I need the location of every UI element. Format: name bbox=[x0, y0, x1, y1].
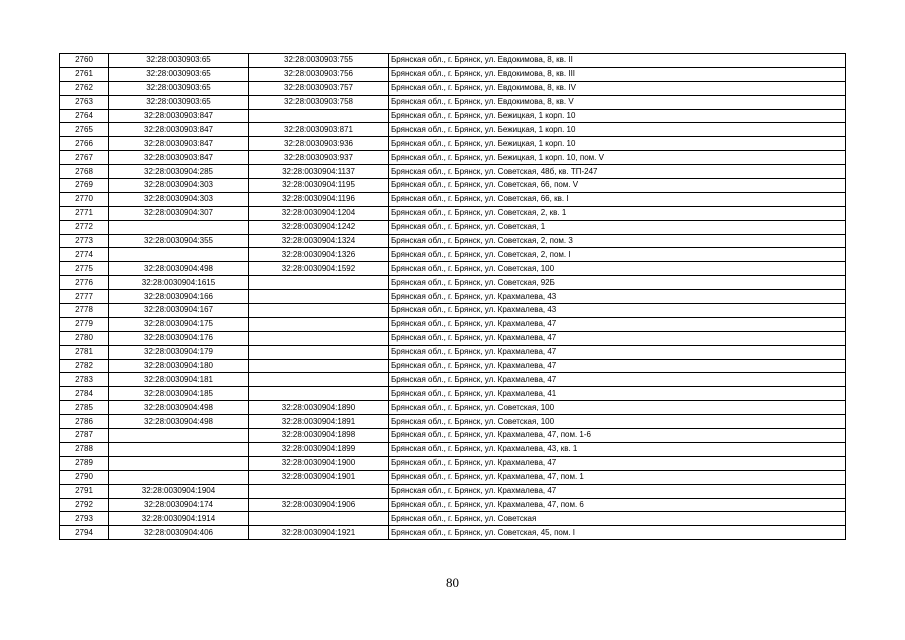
address-cell: Брянская обл., г. Брянск, ул. Крахмалева, 41 bbox=[389, 387, 846, 401]
row-number-cell: 2783 bbox=[60, 373, 109, 387]
object-cadastral-number-cell bbox=[249, 373, 389, 387]
row-number-cell: 2768 bbox=[60, 165, 109, 179]
address-cell: Брянская обл., г. Брянск, ул. Крахмалева, 43 bbox=[389, 304, 846, 318]
object-cadastral-number-cell bbox=[249, 359, 389, 373]
address-cell: Брянская обл., г. Брянск, ул. Советская, 92Б bbox=[389, 276, 846, 290]
parcel-cadastral-number-cell: 32:28:0030904:1904 bbox=[109, 484, 249, 498]
row-number-cell: 2786 bbox=[60, 415, 109, 429]
row-number-cell: 2770 bbox=[60, 192, 109, 206]
row-number-cell: 2765 bbox=[60, 123, 109, 137]
object-cadastral-number-cell: 32:28:0030904:1906 bbox=[249, 498, 389, 512]
row-number-cell: 2792 bbox=[60, 498, 109, 512]
object-cadastral-number-cell bbox=[249, 317, 389, 331]
row-number-cell: 2772 bbox=[60, 220, 109, 234]
address-cell: Брянская обл., г. Брянск, ул. Бежицкая, 1 корп. 10, пом. V bbox=[389, 151, 846, 165]
object-cadastral-number-cell: 32:28:0030903:758 bbox=[249, 95, 389, 109]
parcel-cadastral-number-cell bbox=[109, 456, 249, 470]
table-row bbox=[60, 54, 846, 68]
table-row bbox=[60, 470, 846, 484]
object-cadastral-number-cell bbox=[249, 387, 389, 401]
address-cell: Брянская обл., г. Брянск, ул. Бежицкая, 1 корп. 10 bbox=[389, 109, 846, 123]
property-registry-table bbox=[59, 53, 846, 540]
table-row bbox=[60, 151, 846, 165]
object-cadastral-number-cell: 32:28:0030904:1898 bbox=[249, 429, 389, 443]
row-number-cell: 2793 bbox=[60, 512, 109, 526]
row-number-cell: 2773 bbox=[60, 234, 109, 248]
object-cadastral-number-cell: 32:28:0030904:1196 bbox=[249, 192, 389, 206]
address-cell: Брянская обл., г. Брянск, ул. Советская, 66, кв. I bbox=[389, 192, 846, 206]
table-row bbox=[60, 248, 846, 262]
address-cell: Брянская обл., г. Брянск, ул. Советская, 100 bbox=[389, 262, 846, 276]
parcel-cadastral-number-cell: 32:28:0030904:174 bbox=[109, 498, 249, 512]
table-row bbox=[60, 387, 846, 401]
object-cadastral-number-cell: 32:28:0030903:936 bbox=[249, 137, 389, 151]
address-cell: Брянская обл., г. Брянск, ул. Евдокимова, 8, кв. V bbox=[389, 95, 846, 109]
address-cell: Брянская обл., г. Брянск, ул. Советская, 66, пом. V bbox=[389, 179, 846, 193]
row-number-cell: 2778 bbox=[60, 304, 109, 318]
address-cell: Брянская обл., г. Брянск, ул. Крахмалева, 47 bbox=[389, 456, 846, 470]
row-number-cell: 2762 bbox=[60, 81, 109, 95]
parcel-cadastral-number-cell: 32:28:0030903:65 bbox=[109, 95, 249, 109]
row-number-cell: 2763 bbox=[60, 95, 109, 109]
object-cadastral-number-cell bbox=[249, 484, 389, 498]
address-cell: Брянская обл., г. Брянск, ул. Бежицкая, 1 корп. 10 bbox=[389, 123, 846, 137]
table-row bbox=[60, 526, 846, 540]
object-cadastral-number-cell bbox=[249, 304, 389, 318]
row-number-cell: 2781 bbox=[60, 345, 109, 359]
parcel-cadastral-number-cell: 32:28:0030903:65 bbox=[109, 67, 249, 81]
parcel-cadastral-number-cell: 32:28:0030904:406 bbox=[109, 526, 249, 540]
parcel-cadastral-number-cell: 32:28:0030903:847 bbox=[109, 123, 249, 137]
parcel-cadastral-number-cell: 32:28:0030904:498 bbox=[109, 262, 249, 276]
parcel-cadastral-number-cell: 32:28:0030904:180 bbox=[109, 359, 249, 373]
table-row bbox=[60, 304, 846, 318]
table-row bbox=[60, 512, 846, 526]
object-cadastral-number-cell: 32:28:0030904:1921 bbox=[249, 526, 389, 540]
address-cell: Брянская обл., г. Брянск, ул. Евдокимова, 8, кв. II bbox=[389, 54, 846, 68]
page-number: 80 bbox=[446, 575, 459, 590]
table-row bbox=[60, 179, 846, 193]
row-number-cell: 2769 bbox=[60, 179, 109, 193]
row-number-cell: 2766 bbox=[60, 137, 109, 151]
object-cadastral-number-cell bbox=[249, 109, 389, 123]
object-cadastral-number-cell: 32:28:0030904:1195 bbox=[249, 179, 389, 193]
parcel-cadastral-number-cell: 32:28:0030904:179 bbox=[109, 345, 249, 359]
object-cadastral-number-cell bbox=[249, 331, 389, 345]
address-cell: Брянская обл., г. Брянск, ул. Крахмалева, 47 bbox=[389, 359, 846, 373]
table-row bbox=[60, 109, 846, 123]
parcel-cadastral-number-cell: 32:28:0030904:1615 bbox=[109, 276, 249, 290]
object-cadastral-number-cell: 32:28:0030903:871 bbox=[249, 123, 389, 137]
object-cadastral-number-cell: 32:28:0030904:1901 bbox=[249, 470, 389, 484]
row-number-cell: 2767 bbox=[60, 151, 109, 165]
table-row bbox=[60, 317, 846, 331]
parcel-cadastral-number-cell: 32:28:0030904:167 bbox=[109, 304, 249, 318]
table-row bbox=[60, 67, 846, 81]
row-number-cell: 2760 bbox=[60, 54, 109, 68]
table-row bbox=[60, 442, 846, 456]
address-cell: Брянская обл., г. Брянск, ул. Советская bbox=[389, 512, 846, 526]
row-number-cell: 2788 bbox=[60, 442, 109, 456]
parcel-cadastral-number-cell: 32:28:0030904:303 bbox=[109, 192, 249, 206]
parcel-cadastral-number-cell: 32:28:0030904:303 bbox=[109, 179, 249, 193]
object-cadastral-number-cell: 32:28:0030903:756 bbox=[249, 67, 389, 81]
table-row bbox=[60, 137, 846, 151]
parcel-cadastral-number-cell: 32:28:0030904:498 bbox=[109, 401, 249, 415]
address-cell: Брянская обл., г. Брянск, ул. Крахмалева, 47 bbox=[389, 484, 846, 498]
table-row bbox=[60, 415, 846, 429]
parcel-cadastral-number-cell: 32:28:0030904:185 bbox=[109, 387, 249, 401]
address-cell: Брянская обл., г. Брянск, ул. Крахмалева, 47, пом. 6 bbox=[389, 498, 846, 512]
table-row bbox=[60, 401, 846, 415]
row-number-cell: 2791 bbox=[60, 484, 109, 498]
address-cell: Брянская обл., г. Брянск, ул. Крахмалева, 43 bbox=[389, 290, 846, 304]
table-row bbox=[60, 123, 846, 137]
address-cell: Брянская обл., г. Брянск, ул. Крахмалева, 47, пом. 1 bbox=[389, 470, 846, 484]
object-cadastral-number-cell: 32:28:0030904:1137 bbox=[249, 165, 389, 179]
row-number-cell: 2790 bbox=[60, 470, 109, 484]
parcel-cadastral-number-cell: 32:28:0030904:498 bbox=[109, 415, 249, 429]
parcel-cadastral-number-cell: 32:28:0030903:65 bbox=[109, 54, 249, 68]
table-row bbox=[60, 81, 846, 95]
object-cadastral-number-cell: 32:28:0030904:1592 bbox=[249, 262, 389, 276]
table-row bbox=[60, 331, 846, 345]
parcel-cadastral-number-cell bbox=[109, 248, 249, 262]
parcel-cadastral-number-cell: 32:28:0030904:181 bbox=[109, 373, 249, 387]
table-row bbox=[60, 429, 846, 443]
row-number-cell: 2782 bbox=[60, 359, 109, 373]
address-cell: Брянская обл., г. Брянск, ул. Крахмалева, 47 bbox=[389, 317, 846, 331]
object-cadastral-number-cell: 32:28:0030903:937 bbox=[249, 151, 389, 165]
object-cadastral-number-cell: 32:28:0030904:1324 bbox=[249, 234, 389, 248]
object-cadastral-number-cell: 32:28:0030904:1890 bbox=[249, 401, 389, 415]
table-row bbox=[60, 345, 846, 359]
parcel-cadastral-number-cell: 32:28:0030904:1914 bbox=[109, 512, 249, 526]
address-cell: Брянская обл., г. Брянск, ул. Советская, 2, пом. 3 bbox=[389, 234, 846, 248]
object-cadastral-number-cell: 32:28:0030904:1242 bbox=[249, 220, 389, 234]
object-cadastral-number-cell: 32:28:0030904:1891 bbox=[249, 415, 389, 429]
table-row bbox=[60, 165, 846, 179]
row-number-cell: 2761 bbox=[60, 67, 109, 81]
address-cell: Брянская обл., г. Брянск, ул. Советская, 48б, кв. ТП-247 bbox=[389, 165, 846, 179]
address-cell: Брянская обл., г. Брянск, ул. Евдокимова, 8, кв. IV bbox=[389, 81, 846, 95]
table-row bbox=[60, 95, 846, 109]
address-cell: Брянская обл., г. Брянск, ул. Крахмалева, 47, пом. 1-6 bbox=[389, 429, 846, 443]
address-cell: Брянская обл., г. Брянск, ул. Советская, 2, пом. I bbox=[389, 248, 846, 262]
parcel-cadastral-number-cell: 32:28:0030903:65 bbox=[109, 81, 249, 95]
address-cell: Брянская обл., г. Брянск, ул. Советская, 2, кв. 1 bbox=[389, 206, 846, 220]
object-cadastral-number-cell bbox=[249, 512, 389, 526]
registry-table-body bbox=[60, 54, 846, 540]
address-cell: Брянская обл., г. Брянск, ул. Бежицкая, 1 корп. 10 bbox=[389, 137, 846, 151]
row-number-cell: 2771 bbox=[60, 206, 109, 220]
parcel-cadastral-number-cell: 32:28:0030904:307 bbox=[109, 206, 249, 220]
parcel-cadastral-number-cell: 32:28:0030904:355 bbox=[109, 234, 249, 248]
table-row bbox=[60, 220, 846, 234]
table-row bbox=[60, 234, 846, 248]
object-cadastral-number-cell: 32:28:0030904:1899 bbox=[249, 442, 389, 456]
address-cell: Брянская обл., г. Брянск, ул. Советская, 100 bbox=[389, 415, 846, 429]
table-row bbox=[60, 456, 846, 470]
row-number-cell: 2776 bbox=[60, 276, 109, 290]
object-cadastral-number-cell bbox=[249, 276, 389, 290]
address-cell: Брянская обл., г. Брянск, ул. Крахмалева, 47 bbox=[389, 373, 846, 387]
parcel-cadastral-number-cell: 32:28:0030904:166 bbox=[109, 290, 249, 304]
parcel-cadastral-number-cell bbox=[109, 220, 249, 234]
address-cell: Брянская обл., г. Брянск, ул. Советская, 100 bbox=[389, 401, 846, 415]
address-cell: Брянская обл., г. Брянск, ул. Советская, 45, пом. I bbox=[389, 526, 846, 540]
parcel-cadastral-number-cell: 32:28:0030903:847 bbox=[109, 151, 249, 165]
parcel-cadastral-number-cell bbox=[109, 442, 249, 456]
table-row bbox=[60, 192, 846, 206]
table-row bbox=[60, 206, 846, 220]
row-number-cell: 2784 bbox=[60, 387, 109, 401]
row-number-cell: 2775 bbox=[60, 262, 109, 276]
parcel-cadastral-number-cell bbox=[109, 429, 249, 443]
address-cell: Брянская обл., г. Брянск, ул. Советская, 1 bbox=[389, 220, 846, 234]
address-cell: Брянская обл., г. Брянск, ул. Крахмалева, 47 bbox=[389, 345, 846, 359]
row-number-cell: 2779 bbox=[60, 317, 109, 331]
object-cadastral-number-cell: 32:28:0030903:755 bbox=[249, 54, 389, 68]
row-number-cell: 2780 bbox=[60, 331, 109, 345]
row-number-cell: 2764 bbox=[60, 109, 109, 123]
row-number-cell: 2794 bbox=[60, 526, 109, 540]
object-cadastral-number-cell bbox=[249, 345, 389, 359]
table-row bbox=[60, 359, 846, 373]
parcel-cadastral-number-cell: 32:28:0030903:847 bbox=[109, 109, 249, 123]
table-row bbox=[60, 484, 846, 498]
parcel-cadastral-number-cell: 32:28:0030904:175 bbox=[109, 317, 249, 331]
table-row bbox=[60, 262, 846, 276]
table-row bbox=[60, 290, 846, 304]
table-row bbox=[60, 276, 846, 290]
parcel-cadastral-number-cell: 32:28:0030904:176 bbox=[109, 331, 249, 345]
parcel-cadastral-number-cell: 32:28:0030903:847 bbox=[109, 137, 249, 151]
object-cadastral-number-cell: 32:28:0030903:757 bbox=[249, 81, 389, 95]
row-number-cell: 2789 bbox=[60, 456, 109, 470]
row-number-cell: 2785 bbox=[60, 401, 109, 415]
object-cadastral-number-cell: 32:28:0030904:1900 bbox=[249, 456, 389, 470]
table-row bbox=[60, 373, 846, 387]
address-cell: Брянская обл., г. Брянск, ул. Крахмалева, 43, кв. 1 bbox=[389, 442, 846, 456]
address-cell: Брянская обл., г. Брянск, ул. Евдокимова, 8, кв. III bbox=[389, 67, 846, 81]
object-cadastral-number-cell: 32:28:0030904:1204 bbox=[249, 206, 389, 220]
address-cell: Брянская обл., г. Брянск, ул. Крахмалева, 47 bbox=[389, 331, 846, 345]
object-cadastral-number-cell bbox=[249, 290, 389, 304]
object-cadastral-number-cell: 32:28:0030904:1326 bbox=[249, 248, 389, 262]
row-number-cell: 2787 bbox=[60, 429, 109, 443]
row-number-cell: 2777 bbox=[60, 290, 109, 304]
table-row bbox=[60, 498, 846, 512]
parcel-cadastral-number-cell bbox=[109, 470, 249, 484]
parcel-cadastral-number-cell: 32:28:0030904:285 bbox=[109, 165, 249, 179]
row-number-cell: 2774 bbox=[60, 248, 109, 262]
